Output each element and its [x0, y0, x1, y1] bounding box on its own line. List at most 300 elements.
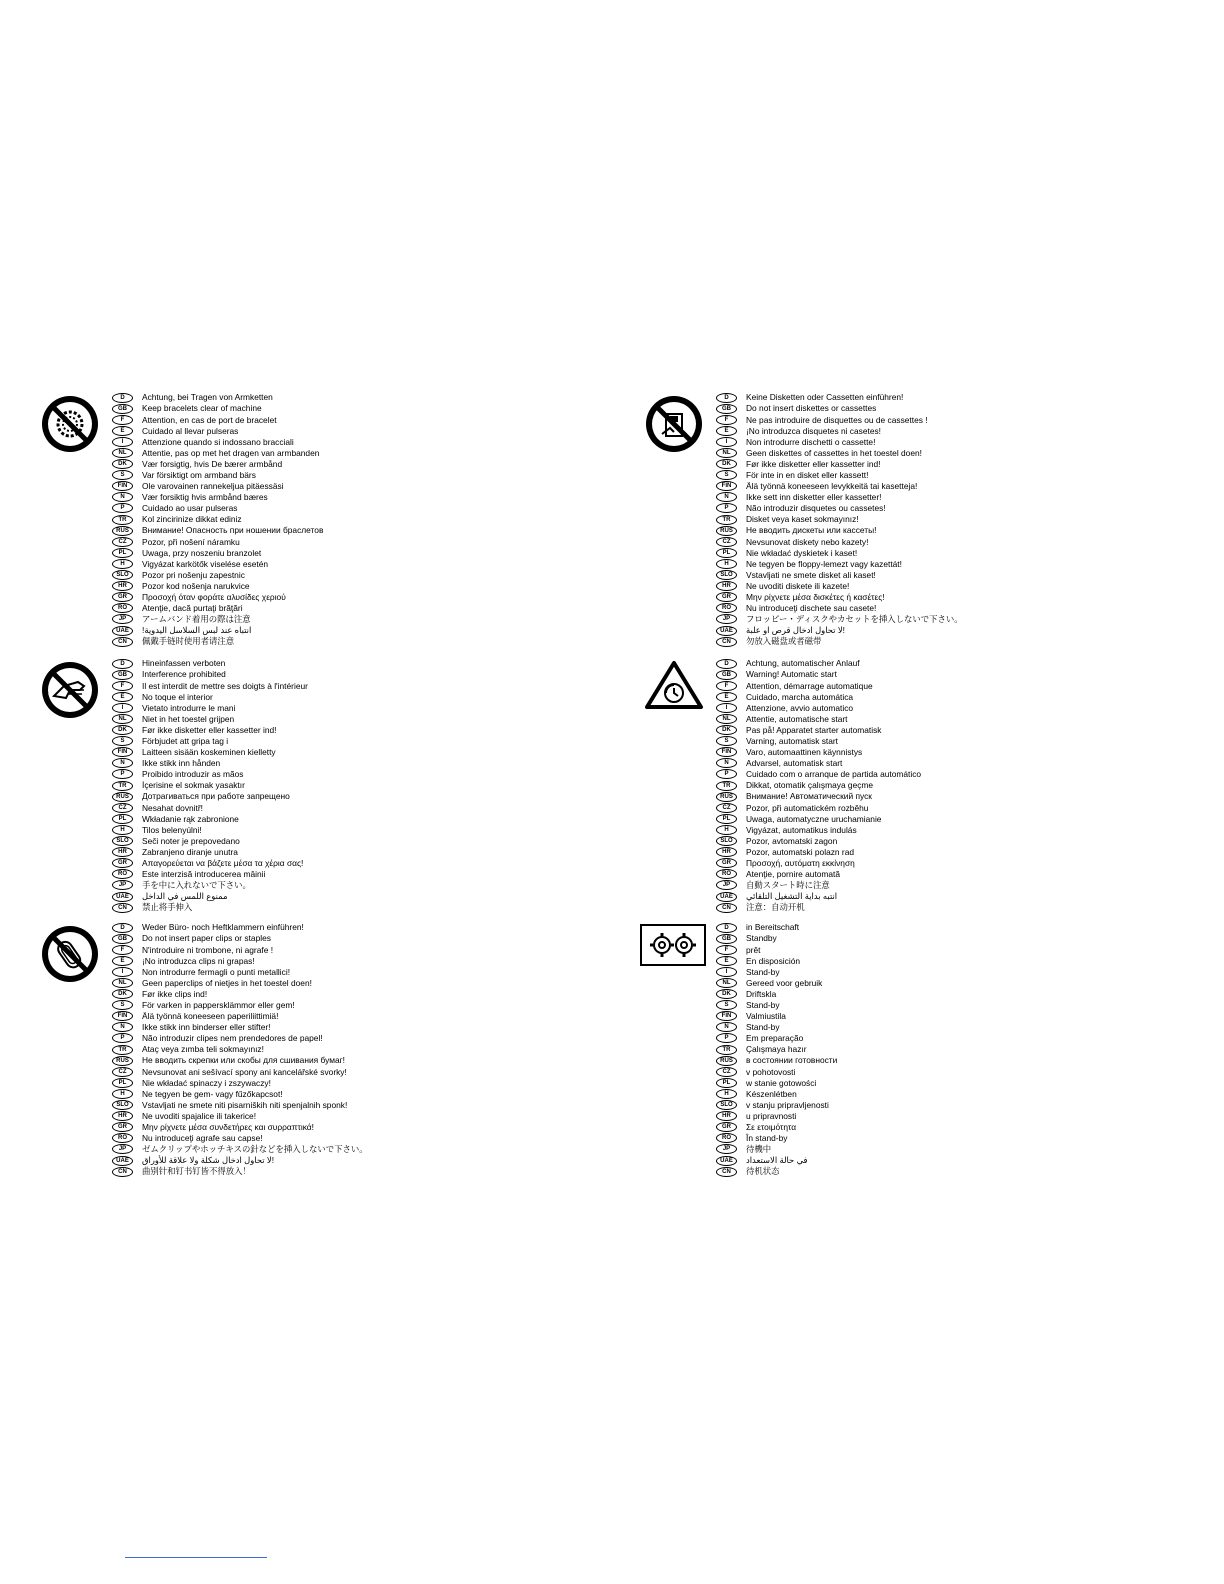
- warning-text: Wkładanie rąk zabronione: [142, 813, 239, 824]
- language-code-badge: F: [716, 945, 737, 955]
- language-code-badge: I: [112, 437, 133, 447]
- warning-text: Не вводить скрепки или скобы для сшивания бумаг!: [142, 1055, 345, 1066]
- warning-text: Em preparação: [746, 1033, 804, 1044]
- language-code-badge: NL: [716, 448, 737, 458]
- language-row: [716, 955, 837, 966]
- language-code-badge: N: [112, 1022, 133, 1032]
- warning-text: Vigyázat karkötők viselése esetén: [142, 558, 269, 569]
- language-row: [716, 525, 963, 536]
- warning-text: v stanju pripravljenosti: [746, 1099, 829, 1110]
- language-code-badge: H: [112, 559, 133, 569]
- language-row: [716, 880, 921, 891]
- language-code-badge: P: [716, 769, 737, 779]
- language-row: [112, 836, 308, 847]
- language-code-badge: RUS: [112, 1056, 133, 1066]
- language-list: [716, 392, 963, 647]
- language-row: [716, 944, 837, 955]
- warning-text: Készenlétben: [746, 1088, 797, 1099]
- language-code-badge: PL: [112, 1078, 133, 1088]
- language-code-badge: CN: [716, 637, 737, 647]
- language-list: [716, 658, 921, 913]
- warning-text: 曲别针和钉书钉皆不得放入！: [142, 1166, 251, 1177]
- language-code-badge: CN: [716, 903, 737, 913]
- language-row: [112, 536, 323, 547]
- language-code-badge: N: [716, 492, 737, 502]
- language-code-badge: GR: [716, 858, 737, 868]
- language-code-badge: H: [112, 825, 133, 835]
- warning-text: ¡No introduzca clips ni grapas!: [142, 955, 255, 966]
- language-code-badge: DK: [716, 459, 737, 469]
- language-row: [716, 503, 963, 514]
- language-code-badge: S: [112, 736, 133, 746]
- language-code-badge: RUS: [716, 1056, 737, 1066]
- language-row: [112, 1133, 368, 1144]
- language-code-badge: UAE: [716, 626, 737, 636]
- language-code-badge: RUS: [716, 792, 737, 802]
- language-code-badge: PL: [716, 548, 737, 558]
- warning-text: Uwaga, przy noszeniu branzolet: [142, 547, 262, 558]
- language-row: [716, 758, 921, 769]
- language-code-badge: PL: [716, 1078, 737, 1088]
- language-code-badge: NL: [112, 448, 133, 458]
- language-row: [716, 392, 963, 403]
- language-row: [716, 1066, 837, 1077]
- language-row: [112, 636, 323, 647]
- warning-text: Kol zincirinize dikkat ediniz: [142, 514, 242, 525]
- language-code-badge: N: [112, 492, 133, 502]
- language-row: [716, 581, 963, 592]
- language-row: [112, 481, 323, 492]
- language-row: [112, 902, 308, 913]
- warning-text: v pohotovosti: [746, 1066, 796, 1077]
- warning-text: Vstavljati ne smete disket ali kaset!: [746, 569, 876, 580]
- warning-text: Σε ετοιμότητα: [746, 1122, 797, 1133]
- warning-text: Stand-by: [746, 966, 780, 977]
- language-code-badge: S: [716, 736, 737, 746]
- language-row: [716, 1033, 837, 1044]
- language-row: [112, 1100, 368, 1111]
- language-row: [716, 470, 963, 481]
- language-row: [716, 425, 963, 436]
- language-code-badge: SLO: [112, 570, 133, 580]
- warning-text: Vietato introdurre le mani: [142, 702, 236, 713]
- language-code-badge: SLO: [716, 836, 737, 846]
- warning-text: Förbjudet att gripa tag i: [142, 736, 229, 746]
- language-row: [112, 392, 323, 403]
- language-code-badge: GR: [112, 1122, 133, 1132]
- warning-text: Interference prohibited: [142, 669, 226, 680]
- language-row: [112, 425, 323, 436]
- warning-text: Attenzione, avvio automatico: [746, 702, 854, 713]
- language-row: [716, 1011, 837, 1022]
- warning-text: Nevsunovat diskety nebo kazety!: [746, 536, 869, 547]
- warning-text: Ikke stikk inn hånden: [142, 758, 221, 769]
- warning-text: Driftskla: [746, 988, 777, 999]
- warning-text: في حالة الاستعداد: [746, 1155, 808, 1166]
- warning-text: Не вводить дискеты или кассеты!: [746, 525, 877, 536]
- language-row: [112, 581, 323, 592]
- language-row: [716, 1044, 837, 1055]
- language-code-badge: JP: [112, 614, 133, 624]
- language-code-badge: D: [112, 393, 133, 403]
- language-row: [716, 558, 963, 569]
- language-row: [112, 503, 323, 514]
- language-code-badge: N: [716, 758, 737, 768]
- warning-text: Vigyázat, automatikus indulás: [746, 824, 857, 835]
- language-code-badge: CZ: [112, 803, 133, 813]
- language-code-badge: DK: [112, 459, 133, 469]
- warning-text: Seči noter je prepovedano: [142, 835, 240, 846]
- language-row: [716, 725, 921, 736]
- language-code-badge: CZ: [112, 1067, 133, 1077]
- language-code-badge: SLO: [112, 836, 133, 846]
- language-code-badge: JP: [716, 614, 737, 624]
- language-row: [716, 603, 963, 614]
- footer-divider-line: [125, 1557, 267, 1558]
- warning-text: Før ikke clips ind!: [142, 988, 208, 999]
- language-code-badge: CN: [112, 637, 133, 647]
- language-code-badge: S: [112, 470, 133, 480]
- language-row: [716, 1133, 837, 1144]
- language-row: [716, 869, 921, 880]
- language-code-badge: RO: [716, 603, 737, 613]
- language-code-badge: D: [716, 393, 737, 403]
- language-code-badge: GR: [112, 592, 133, 602]
- language-row: [716, 713, 921, 724]
- warning-text: 佩戴手链时使用者请注意: [142, 636, 235, 647]
- language-row: [716, 1122, 837, 1133]
- language-code-badge: GB: [716, 934, 737, 944]
- language-row: [112, 1022, 368, 1033]
- language-code-badge: NL: [112, 714, 133, 724]
- language-code-badge: I: [112, 703, 133, 713]
- language-code-badge: HR: [716, 1111, 737, 1121]
- language-row: [112, 1122, 368, 1133]
- language-row: [112, 1144, 368, 1155]
- warning-text: Zabranjeno diranje unutra: [142, 846, 238, 857]
- language-code-badge: RUS: [716, 526, 737, 536]
- warning-text: Pozor, avtomatski zagon: [746, 835, 838, 846]
- warning-text: Attentie, pas op met het dragen van armbanden: [142, 447, 320, 458]
- language-code-badge: F: [112, 415, 133, 425]
- language-list: [112, 392, 323, 647]
- warning-text: No toque el interior: [142, 691, 213, 702]
- language-row: [112, 1088, 368, 1099]
- language-code-badge: FIN: [112, 747, 133, 757]
- warning-text: Pozor, při nošení náramku: [142, 536, 240, 547]
- warning-text: Vær forsiktig hvis armbånd bæres: [142, 492, 268, 503]
- warning-text: Nie wkładać dyskietek i kaset!: [746, 547, 858, 558]
- language-code-badge: RO: [716, 869, 737, 879]
- language-row: [112, 1055, 368, 1066]
- language-row: [112, 869, 308, 880]
- language-code-badge: D: [112, 659, 133, 669]
- language-row: [112, 1066, 368, 1077]
- language-row: [716, 570, 963, 581]
- language-row: [716, 1144, 837, 1155]
- language-row: [716, 933, 837, 944]
- language-row: [716, 836, 921, 847]
- language-row: [716, 989, 837, 1000]
- warning-text: Valmiustila: [746, 1011, 786, 1022]
- warning-text: Stand-by: [746, 1000, 780, 1010]
- warning-text: Ne uvoditi diskete ili kazete!: [746, 580, 850, 591]
- language-row: [716, 780, 921, 791]
- no-bracelet-icon: [40, 394, 100, 459]
- language-row: [112, 758, 308, 769]
- warning-text: Uwaga, automatyczne uruchamianie: [746, 813, 882, 824]
- language-code-badge: I: [716, 437, 737, 447]
- language-code-badge: CZ: [716, 803, 737, 813]
- language-code-badge: GR: [716, 1122, 737, 1132]
- language-code-badge: RUS: [112, 526, 133, 536]
- language-row: [716, 891, 921, 902]
- language-row: [112, 658, 308, 669]
- language-code-badge: FIN: [112, 1011, 133, 1021]
- language-code-badge: P: [112, 1033, 133, 1043]
- warning-text: Advarsel, automatisk start: [746, 758, 843, 769]
- language-code-badge: N: [112, 758, 133, 768]
- language-code-badge: P: [716, 1033, 737, 1043]
- warning-text: Cuidado al llevar pulseras: [142, 425, 239, 436]
- language-row: [112, 955, 368, 966]
- language-row: [716, 1100, 837, 1111]
- warning-text: Achtung, bei Tragen von Armketten: [142, 392, 273, 403]
- language-row: [112, 922, 368, 933]
- language-row: [716, 436, 963, 447]
- language-row: [716, 1000, 837, 1011]
- language-code-badge: CN: [112, 1167, 133, 1177]
- language-code-badge: DK: [716, 725, 737, 735]
- warning-text: Niet in het toestel grijpen: [142, 713, 235, 724]
- warning-text: Μην ρίχνετε μέσα δισκέτες ή κασέτες!: [746, 592, 885, 603]
- warning-text: Não introduzir clipes nem prendedores de papel!: [142, 1033, 323, 1044]
- warning-text: Achtung, automatischer Anlauf: [746, 658, 860, 669]
- warning-text: Ne pas introduire de disquettes ou de cassettes !: [746, 414, 928, 425]
- language-row: [716, 625, 963, 636]
- language-row: [112, 1033, 368, 1044]
- warning-text: Pozor, automatski polazn rad: [746, 846, 855, 857]
- warning-text: Non introdurre fermagli o punti metallici!: [142, 966, 291, 977]
- language-code-badge: FIN: [716, 1011, 737, 1021]
- language-row: [716, 691, 921, 702]
- warning-text: u pripravnosti: [746, 1110, 797, 1121]
- warning-text: Внимание! Автоматический пуск: [746, 791, 872, 802]
- warning-text: Laitteen sisään koskeminen kielletty: [142, 747, 276, 758]
- warning-text: フロッピー・ディスクやカセットを挿入しないで下さい。: [746, 614, 963, 625]
- language-code-badge: PL: [112, 814, 133, 824]
- language-row: [112, 824, 308, 835]
- language-code-badge: RUS: [112, 792, 133, 802]
- language-row: [716, 747, 921, 758]
- language-code-badge: H: [716, 559, 737, 569]
- language-row: [112, 1011, 368, 1022]
- language-row: [716, 736, 921, 747]
- language-row: [112, 614, 323, 625]
- warning-text: Çalışmaya hazır: [746, 1044, 807, 1055]
- language-code-badge: D: [716, 659, 737, 669]
- warning-text: Do not insert paper clips or staples: [142, 933, 271, 944]
- warning-text: Varo, automaattinen käynnistys: [746, 747, 863, 758]
- language-code-badge: F: [112, 681, 133, 691]
- language-row: [112, 1044, 368, 1055]
- language-code-badge: GB: [112, 670, 133, 680]
- no-hand-icon: [40, 660, 100, 725]
- language-row: [112, 891, 308, 902]
- language-code-badge: P: [112, 503, 133, 513]
- warning-text: Keep bracelets clear of machine: [142, 403, 262, 414]
- language-code-badge: FIN: [716, 481, 737, 491]
- language-row: [716, 824, 921, 835]
- warning-text: Pas på! Apparatet starter automatisk: [746, 724, 882, 735]
- warning-text: N'introduire ni trombone, ni agrafe !: [142, 944, 274, 955]
- warning-text: Geen paperclips of nietjes in het toestel doen!: [142, 977, 312, 988]
- language-code-badge: F: [716, 681, 737, 691]
- language-code-badge: JP: [112, 1144, 133, 1154]
- warning-text: Varning, automatisk start: [746, 736, 839, 746]
- language-row: [112, 847, 308, 858]
- language-code-badge: F: [716, 415, 737, 425]
- language-row: [112, 558, 323, 569]
- automatic-start-warning-icon: [644, 660, 704, 715]
- warning-text: انتبه بداية التشغيل التلقائي: [746, 891, 838, 902]
- language-row: [716, 702, 921, 713]
- language-code-badge: NL: [112, 978, 133, 988]
- warning-text: Før ikke disketter eller kassetter ind!: [746, 458, 881, 469]
- warning-text: 待机状态: [746, 1166, 780, 1177]
- warning-text: لا تحاول ادخال قرص او علبة!: [746, 625, 845, 636]
- warning-text: Cuidado ao usar pulseras: [142, 503, 238, 514]
- language-row: [716, 514, 963, 525]
- language-code-badge: CZ: [112, 537, 133, 547]
- language-row: [112, 459, 323, 470]
- language-code-badge: UAE: [716, 1156, 737, 1166]
- warning-text: İçerisine el sokmak yasaktır: [142, 780, 245, 791]
- warning-text: 勿放入磁盘或者磁带: [746, 636, 822, 647]
- warning-text: Tilos belenyúlni!: [142, 824, 202, 835]
- language-row: [112, 1000, 368, 1011]
- language-row: [112, 447, 323, 458]
- language-code-badge: HR: [112, 847, 133, 857]
- warning-text: Nesahat dovnitř!: [142, 802, 203, 813]
- warning-text: Do not insert diskettes or cassettes: [746, 403, 877, 414]
- language-list: [112, 658, 308, 913]
- warning-text: Απαγορεύεται να βάζετε μέσα τα χέρια σας!: [142, 858, 304, 869]
- language-code-badge: E: [716, 692, 737, 702]
- language-row: [716, 1155, 837, 1166]
- language-row: [716, 802, 921, 813]
- warning-text: Não introduzir disquetes ou cassetes!: [746, 503, 886, 514]
- language-row: [112, 492, 323, 503]
- language-code-badge: GB: [716, 670, 737, 680]
- language-row: [112, 625, 323, 636]
- language-code-badge: NL: [716, 714, 737, 724]
- language-code-badge: FIN: [112, 481, 133, 491]
- language-code-badge: D: [716, 923, 737, 933]
- warning-text: Attentie, automatische start: [746, 713, 848, 724]
- language-row: [112, 525, 323, 536]
- standby-gears-icon: [640, 924, 706, 971]
- language-code-badge: P: [112, 769, 133, 779]
- language-row: [716, 636, 963, 647]
- warning-text: !انتباه عند لبس السلاسل اليدوية: [142, 625, 252, 636]
- warning-text: Älä työnnä koneeseen levykkeitä tai kasetteja!: [746, 481, 918, 492]
- language-code-badge: GR: [112, 858, 133, 868]
- warning-text: ¡No introduzca disquetes ni casetes!: [746, 425, 882, 436]
- language-row: [716, 658, 921, 669]
- warning-text: Дотрагиваться при работе запрещено: [142, 791, 290, 802]
- language-row: [716, 902, 921, 913]
- language-code-badge: E: [112, 956, 133, 966]
- language-row: [112, 669, 308, 680]
- language-row: [716, 966, 837, 977]
- warning-text: в состоянии готовности: [746, 1055, 838, 1066]
- warning-text: Attention, en cas de port de bracelet: [142, 414, 277, 425]
- warning-text: Disket veya kaset sokmayınız!: [746, 514, 859, 525]
- language-code-badge: S: [112, 1000, 133, 1010]
- warning-text: in Bereitschaft: [746, 922, 800, 933]
- language-code-badge: H: [716, 825, 737, 835]
- language-code-badge: TR: [716, 1045, 737, 1055]
- language-list: [716, 922, 837, 1177]
- language-code-badge: JP: [716, 1144, 737, 1154]
- warning-text: Keine Disketten oder Cassetten einführen!: [746, 392, 904, 403]
- warning-text: ゼムクリップやホッチキスの針などを挿入しないで下さい。: [142, 1144, 368, 1155]
- language-code-badge: RO: [112, 869, 133, 879]
- language-row: [716, 547, 963, 558]
- language-row: [716, 459, 963, 470]
- warning-text: w stanie gotowości: [746, 1077, 817, 1088]
- warning-text: Προσοχή, αυτόματη εκκίνηση: [746, 858, 855, 869]
- language-row: [112, 933, 368, 944]
- warning-text: アームバンド着用の際は注意: [142, 614, 251, 625]
- language-row: [716, 592, 963, 603]
- language-code-badge: GB: [112, 404, 133, 414]
- language-row: [112, 989, 368, 1000]
- language-row: [112, 592, 323, 603]
- warning-text: Внимание! Опасность при ношении браслетов: [142, 525, 324, 536]
- language-row: [112, 944, 368, 955]
- language-row: [112, 680, 308, 691]
- warning-text: 禁止将手伸入: [142, 902, 193, 913]
- language-code-badge: I: [716, 967, 737, 977]
- language-row: [112, 813, 308, 824]
- warning-text: Stand-by: [746, 1022, 780, 1033]
- warning-text: Attention, démarrage automatique: [746, 680, 873, 691]
- warning-text: Atenţie, pornire automată: [746, 869, 841, 880]
- language-row: [716, 1111, 837, 1122]
- warning-text: Ne tegyen be gem- vagy fűzőkapcsot!: [142, 1088, 283, 1099]
- language-row: [112, 966, 368, 977]
- language-code-badge: N: [716, 1022, 737, 1032]
- language-row: [112, 858, 308, 869]
- language-code-badge: TR: [112, 781, 133, 791]
- language-row: [112, 880, 308, 891]
- language-row: [112, 403, 323, 414]
- language-code-badge: S: [716, 470, 737, 480]
- language-row: [112, 780, 308, 791]
- language-row: [112, 713, 308, 724]
- warning-text: ممنوع اللمس في الداخل: [142, 891, 228, 902]
- language-code-badge: E: [716, 426, 737, 436]
- language-code-badge: PL: [716, 814, 737, 824]
- language-row: [112, 769, 308, 780]
- language-code-badge: SLO: [716, 570, 737, 580]
- language-row: [112, 547, 323, 558]
- warning-text: 待機中: [746, 1144, 772, 1155]
- language-row: [112, 414, 323, 425]
- language-code-badge: E: [716, 956, 737, 966]
